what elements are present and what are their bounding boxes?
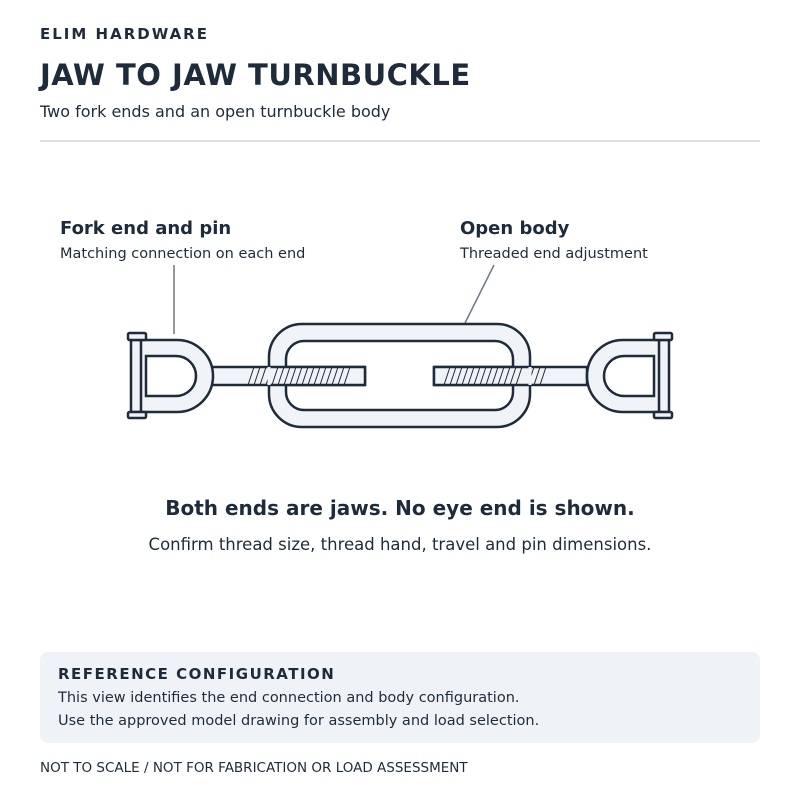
reference-line-1: This view identifies the end connection and body configuration. bbox=[58, 690, 520, 706]
callout-fork-title: Fork end and pin bbox=[60, 218, 232, 239]
right-fork-jaw bbox=[587, 340, 660, 412]
reference-panel bbox=[40, 652, 760, 743]
left-fork-jaw bbox=[140, 340, 213, 412]
reference-line-2: Use the approved model drawing for assembly and load selection. bbox=[58, 713, 540, 729]
page-title: JAW TO JAW TURNBUCKLE bbox=[40, 58, 471, 92]
callout-fork-description: Matching connection on each end bbox=[60, 246, 306, 262]
configuration-statement: Both ends are jaws. No eye end is shown. bbox=[165, 496, 635, 520]
disclaimer-footer: NOT TO SCALE / NOT FOR FABRICATION OR LOAD ASSESSMENT bbox=[40, 760, 468, 776]
callout-body-title: Open body bbox=[460, 218, 570, 239]
leader-line-body bbox=[465, 265, 494, 323]
callout-body-description: Threaded end adjustment bbox=[460, 246, 648, 262]
page-subtitle: Two fork ends and an open turnbuckle body bbox=[40, 102, 391, 121]
brand-name: ELIM HARDWARE bbox=[40, 25, 209, 43]
confirmation-note: Confirm thread size, thread hand, travel and pin dimensions. bbox=[148, 535, 652, 554]
reference-title: REFERENCE CONFIGURATION bbox=[58, 665, 336, 683]
